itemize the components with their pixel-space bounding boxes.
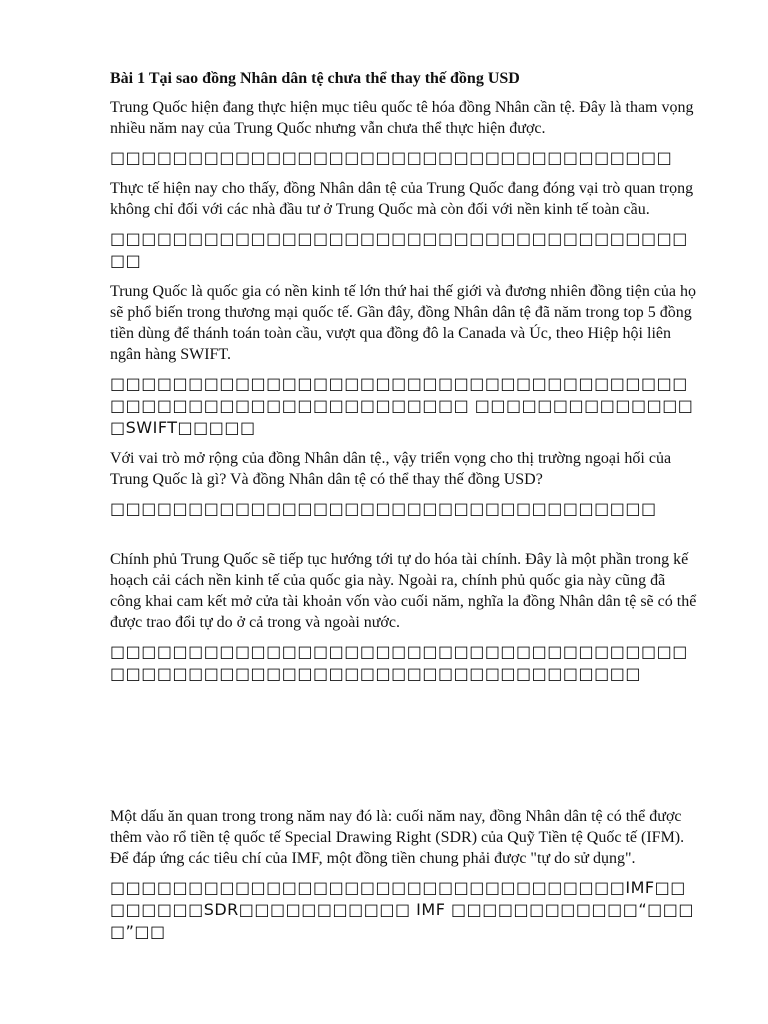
paragraph-5-vietnamese: Chính phủ Trung Quốc sẽ tiếp tục hướng tới tự do hóa tài chính. Đây là một phần trong kế hoạch cải cách nền kinh tế của quốc gia này. Ngoài ra, chính phủ quốc gia này cũng đã công khai cam kết mở cửa tài khoản vốn vào cuối năm, nghĩa la đồng Nhân dân tệ sẽ có thể được trao đổi tự do ở cả trong và ngoài nước. bbox=[110, 551, 697, 631]
blank-space bbox=[110, 694, 700, 806]
document-page bbox=[110, 68, 700, 952]
paragraph-3-vietnamese: Trung Quốc là quốc gia có nền kinh tế lớn thứ hai thế giới và đương nhiên đồng tiện của họ sẽ phổ biến trong thương mại quốc tế. Gần đây, đồng Nhân dân tệ đã năm trong top 5 đồng tiền dùng để thánh toán toàn cầu, vượt qua đồng đô la Canada và Úc, theo Hiệp hội liên ngân hàng SWIFT. bbox=[110, 283, 697, 363]
paragraph-6-vietnamese: Một dấu ăn quan trong trong năm nay đó là: cuối năm nay, đồng Nhân dân tệ có thể được thêm vào rổ tiền tệ quốc tế Special Drawing Right (SDR) của Quỹ Tiền tệ Quốc tế (IFM). Để đáp ứng các tiêu chí của IMF, một đồng tiền chung phải được "tự do sử dụng". bbox=[110, 808, 685, 867]
paragraph-2-chinese: □□□□□□□□□□□□□□□□□□□□□□□□□□□□□□□□□□□□□□□ bbox=[110, 229, 688, 270]
paragraph-5-chinese: □□□□□□□□□□□□□□□□□□□□□□□□□□□□□□□□□□□□□□□□□□□□□□□□□□□□□□□□□□□□□□□□□□□□□□□ bbox=[110, 642, 688, 683]
blank-line bbox=[110, 529, 700, 549]
document-title: Bài 1 Tại sao đồng Nhân dân tệ chưa thể thay thế đồng USD bbox=[110, 70, 520, 87]
paragraph-4-chinese: □□□□□□□□□□□□□□□□□□□□□□□□□□□□□□□□□□□ bbox=[110, 499, 657, 518]
paragraph-4-vietnamese: Với vai trò mở rộng của đồng Nhân dân tệ., vậy triển vọng cho thị trường ngoại hối của Trung Quốc là gì? Và đồng Nhân dân tệ có thể thay thế đồng USD? bbox=[110, 450, 672, 488]
paragraph-3-chinese: □□□□□□□□□□□□□□□□□□□□□□□□□□□□□□□□□□□□□□□□□□□□□□□□□□□□□□□□□□□□ □□□□□□□□□□□□□□□SWIFT□□□□□ bbox=[110, 374, 694, 437]
paragraph-2-vietnamese: Thực tế hiện nay cho thấy, đồng Nhân dân tệ của Trung Quốc đang đóng vại trò quan trọng không chỉ đối với các nhà đầu tư ở Trung Quốc mà còn đối với nền kinh tế toàn cầu. bbox=[110, 180, 694, 218]
paragraph-1-vietnamese: Trung Quốc hiện đang thực hiện mục tiêu quốc tê hóa đồng Nhân cần tệ. Đây là tham vọng nhiều năm nay của Trung Quốc nhưng vẫn chưa thể thực hiện được. bbox=[110, 99, 694, 137]
paragraph-1-chinese: □□□□□□□□□□□□□□□□□□□□□□□□□□□□□□□□□□□□ bbox=[110, 148, 673, 167]
paragraph-6-chinese: □□□□□□□□□□□□□□□□□□□□□□□□□□□□□□□□□IMF□□□□□□□□SDR□□□□□□□□□□□ IMF □□□□□□□□□□□□“□□□□”□□ bbox=[110, 878, 695, 941]
